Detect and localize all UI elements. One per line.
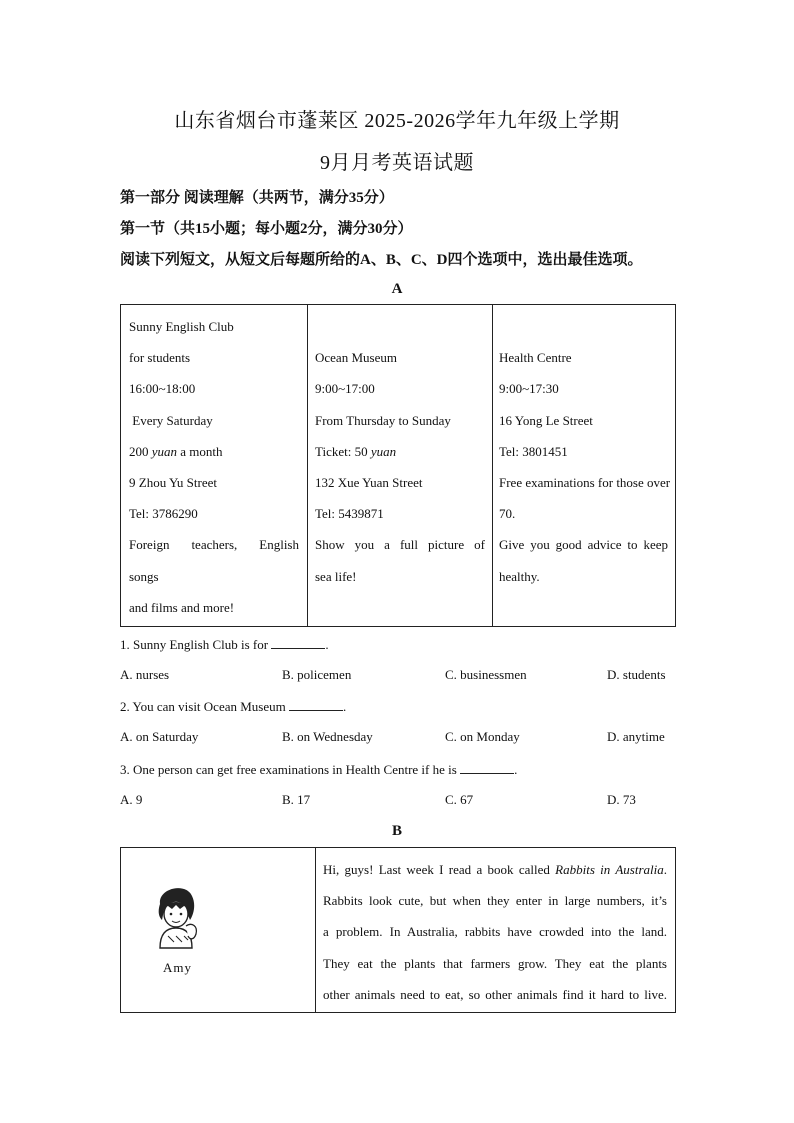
health-spacer bbox=[499, 311, 675, 342]
amy-text-line-3: a problem. In Australia, rabbits have crowded into the land. bbox=[323, 924, 667, 940]
passage-a-table bbox=[120, 304, 676, 627]
museum-address: 132 Xue Yuan Street bbox=[315, 474, 423, 490]
q2-option-c[interactable]: C. on Monday bbox=[445, 729, 520, 744]
club-price: 200 yuan a month bbox=[129, 443, 223, 459]
passage-b-table bbox=[120, 847, 676, 1013]
q1-option-c[interactable]: C. businessmen bbox=[445, 667, 527, 682]
question-1-stem bbox=[120, 636, 329, 653]
club-desc-3: and films and more! bbox=[129, 599, 235, 615]
club-cell bbox=[121, 305, 308, 627]
health-advice-1: Give you good advice to keep bbox=[499, 537, 668, 553]
part1-heading: 第一部分 阅读理解（共两节，满分35分） bbox=[120, 190, 394, 206]
q3-end: . bbox=[514, 762, 518, 777]
speaker-name: Amy bbox=[163, 960, 192, 975]
q3-option-c[interactable]: C. 67 bbox=[445, 792, 474, 807]
amy-portrait-illustration bbox=[146, 880, 216, 950]
museum-phone: Tel: 5439871 bbox=[315, 506, 384, 522]
amy-text-cell bbox=[316, 848, 676, 1013]
club-desc-1: Foreign teachers, English bbox=[129, 537, 299, 553]
q1-end: . bbox=[325, 637, 329, 652]
exam-title-line1: 山东省烟台市蓬莱区 2025-2026学年九年级上学期 bbox=[174, 110, 620, 132]
directions-text: 阅读下列短文，从短文后每题所给的A、B、C、D四个选项中，选出最佳选项。 bbox=[120, 252, 643, 268]
amy-text-line-5: other animals need to eat, so other animals find it hard to live. bbox=[323, 986, 667, 1002]
health-name: Health Centre bbox=[499, 350, 572, 366]
section1-heading: 第一节（共15小题；每小题2分，满分30分） bbox=[120, 221, 413, 237]
museum-cell bbox=[308, 305, 493, 627]
health-hours: 9:00~17:30 bbox=[499, 381, 559, 397]
club-audience: for students bbox=[129, 350, 191, 366]
q1-option-d[interactable]: D. students bbox=[607, 667, 666, 682]
amy-picture-cell bbox=[121, 848, 316, 1013]
q3-option-d[interactable]: D. 73 bbox=[607, 792, 636, 807]
q2-option-a[interactable]: A. on Saturday bbox=[120, 729, 199, 744]
answer-blank bbox=[289, 698, 343, 711]
club-name: Sunny English Club bbox=[129, 319, 234, 334]
q3-option-b[interactable]: B. 17 bbox=[282, 792, 311, 807]
club-desc-2: songs bbox=[129, 568, 159, 584]
q2-end: . bbox=[343, 699, 347, 714]
museum-desc-1: Show you a full picture of bbox=[315, 537, 485, 553]
q2-text: 2. You can visit Ocean Museum bbox=[120, 699, 289, 714]
q2-option-d[interactable]: D. anytime bbox=[607, 729, 665, 744]
question-2-stem bbox=[120, 698, 346, 715]
museum-desc-2: sea life! bbox=[315, 568, 357, 584]
answer-blank bbox=[460, 761, 514, 774]
health-advice-2: healthy. bbox=[499, 568, 540, 584]
answer-blank bbox=[271, 636, 325, 649]
q3-text: 3. One person can get free examinations in Health Centre if he is bbox=[120, 762, 461, 777]
club-hours: 16:00~18:00 bbox=[129, 381, 196, 397]
club-phone: Tel: 3786290 bbox=[129, 506, 198, 522]
passage-a-label: A bbox=[391, 281, 403, 297]
q2-option-b[interactable]: B. on Wednesday bbox=[282, 729, 373, 744]
club-day: Every Saturday bbox=[129, 412, 213, 428]
q3-option-a[interactable]: A. 9 bbox=[120, 792, 143, 807]
museum-hours: 9:00~17:00 bbox=[315, 381, 375, 397]
passage-b-label: B bbox=[391, 823, 402, 839]
exam-title-line2: 9月月考英语试题 bbox=[320, 152, 474, 174]
health-exam-1: Free examinations for those over bbox=[499, 474, 671, 490]
club-address: 9 Zhou Yu Street bbox=[129, 474, 217, 490]
amy-text-line-2: Rabbits look cute, but when they enter in large numbers, it’s bbox=[323, 893, 667, 909]
museum-ticket: Ticket: 50 yuan bbox=[315, 443, 397, 459]
health-address: 16 Yong Le Street bbox=[499, 412, 593, 428]
amy-line1-text: Hi, guys! Last week I read a book called Rabbits in Australia. bbox=[323, 862, 668, 877]
amy-text-line-1 bbox=[323, 854, 667, 885]
health-cell bbox=[493, 305, 676, 627]
q1-option-a[interactable]: A. nurses bbox=[120, 667, 170, 682]
museum-spacer bbox=[315, 311, 492, 342]
question-3-stem bbox=[120, 761, 517, 778]
museum-name: Ocean Museum bbox=[315, 350, 397, 366]
q1-text: 1. Sunny English Club is for bbox=[120, 637, 272, 652]
health-exam-2: 70. bbox=[499, 506, 516, 522]
q1-option-b[interactable]: B. policemen bbox=[282, 667, 352, 682]
museum-days: From Thursday to Sunday bbox=[315, 412, 451, 428]
health-phone: Tel: 3801451 bbox=[499, 443, 568, 459]
amy-text-line-4: They eat the plants that farmers grow. They eat the plants bbox=[323, 955, 667, 971]
